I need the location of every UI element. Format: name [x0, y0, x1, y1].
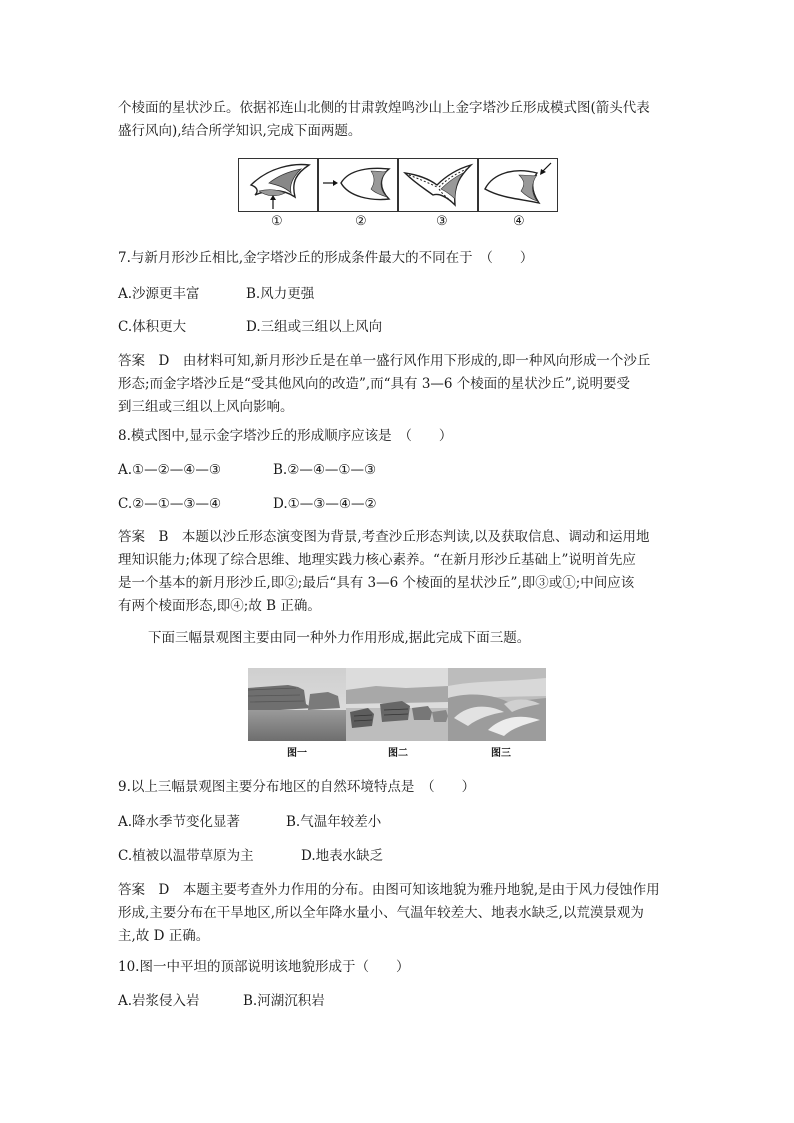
q8-option-c: C.②—①—③—④	[118, 496, 222, 512]
q7-option-a: A.沙源更丰富	[118, 286, 200, 302]
q9-option-b: B.气温年较差小	[286, 814, 382, 830]
dune-panel-2	[318, 158, 398, 212]
intro-paragraph-2: 下面三幅景观图主要由同一种外力作用形成,据此完成下面三题。	[148, 630, 531, 646]
landscape-photo-3	[448, 668, 546, 741]
dune-panel-4	[478, 158, 558, 212]
figure-label-3: ③	[436, 214, 448, 229]
q8-answer-line-3: 是一个基本的新月形沙丘,即②;最后“具有 3—6 个棱面的星状沙丘”,即③或①;中间应该	[118, 575, 635, 591]
q7-option-c: C.体积更大	[118, 319, 187, 335]
intro-line-1: 个棱面的星状沙丘。依据祁连山北侧的甘肃敦煌鸣沙山上金字塔沙丘形成模式图(箭头代表	[118, 100, 650, 116]
q9-stem: 9.以上三幅景观图主要分布地区的自然环境特点是 （ ）	[118, 779, 476, 795]
landscape-photo-1	[248, 668, 346, 741]
q10-stem: 10.图一中平坦的顶部说明该地貌形成于（ ）	[118, 959, 410, 975]
photo-caption-2: 图二	[388, 748, 408, 759]
landscape-photo-2	[346, 668, 448, 741]
photo-caption-1: 图一	[287, 748, 307, 759]
q9-answer-line-1: 答案 D 本题主要考查外力作用的分布。由图可知该地貌为雅丹地貌,是由于风力侵蚀作用	[118, 882, 660, 898]
figure-label-2: ②	[355, 214, 367, 229]
q7-option-b: B.风力更强	[246, 286, 315, 302]
q7-answer-line-2: 形态;而金字塔沙丘是“受其他风向的改造”,而“具有 3—6 个棱面的星状沙丘”,说明要受	[118, 376, 630, 392]
q8-answer-line-2: 理知识能力;体现了综合思维、地理实践力核心素养。“在新月形沙丘基础上”说明首先应	[118, 552, 636, 568]
q9-option-c: C.植被以温带草原为主	[118, 848, 254, 864]
q8-option-a: A.①—②—④—③	[118, 462, 221, 478]
q7-option-d: D.三组或三组以上风向	[246, 319, 383, 335]
q9-option-d: D.地表水缺乏	[301, 848, 384, 864]
q9-answer-line-2: 形成,主要分布在干旱地区,所以全年降水量小、气温年较差大、地表水缺乏,以荒漠景观为	[118, 905, 644, 921]
dune-panel-3	[398, 158, 478, 212]
landscape-figure	[248, 668, 546, 742]
figure-label-4: ④	[513, 214, 525, 229]
q7-stem: 7.与新月形沙丘相比,金字塔沙丘的形成条件最大的不同在于 （ ）	[118, 250, 534, 266]
q10-option-a: A.岩浆侵入岩	[118, 993, 200, 1009]
dune-panel-1	[238, 158, 318, 212]
q8-option-b: B.②—④—①—③	[273, 462, 377, 478]
dune-formation-figure	[238, 158, 556, 212]
q8-answer-line-1: 答案 B 本题以沙丘形态演变图为背景,考查沙丘形态判读,以及获取信息、调动和运用地	[118, 529, 650, 545]
q9-answer-line-3: 主,故 D 正确。	[118, 928, 210, 944]
q10-option-b: B.河湖沉积岩	[243, 993, 325, 1009]
q9-option-a: A.降水季节变化显著	[118, 814, 241, 830]
q8-stem: 8.模式图中,显示金字塔沙丘的形成顺序应该是 （ ）	[118, 428, 453, 444]
q8-answer-line-4: 有两个棱面形态,即④;故 B 正确。	[118, 598, 321, 614]
figure-label-1: ①	[271, 214, 283, 229]
q8-option-d: D.①—③—④—②	[273, 496, 377, 512]
intro-line-2: 盛行风向),结合所学知识,完成下面两题。	[118, 123, 362, 139]
photo-caption-3: 图三	[491, 748, 511, 759]
q7-answer-line-3: 到三组或三组以上风向影响。	[118, 399, 294, 415]
q7-answer-line-1: 答案 D 由材料可知,新月形沙丘是在单一盛行风作用下形成的,即一种风向形成一个沙丘	[118, 353, 651, 369]
